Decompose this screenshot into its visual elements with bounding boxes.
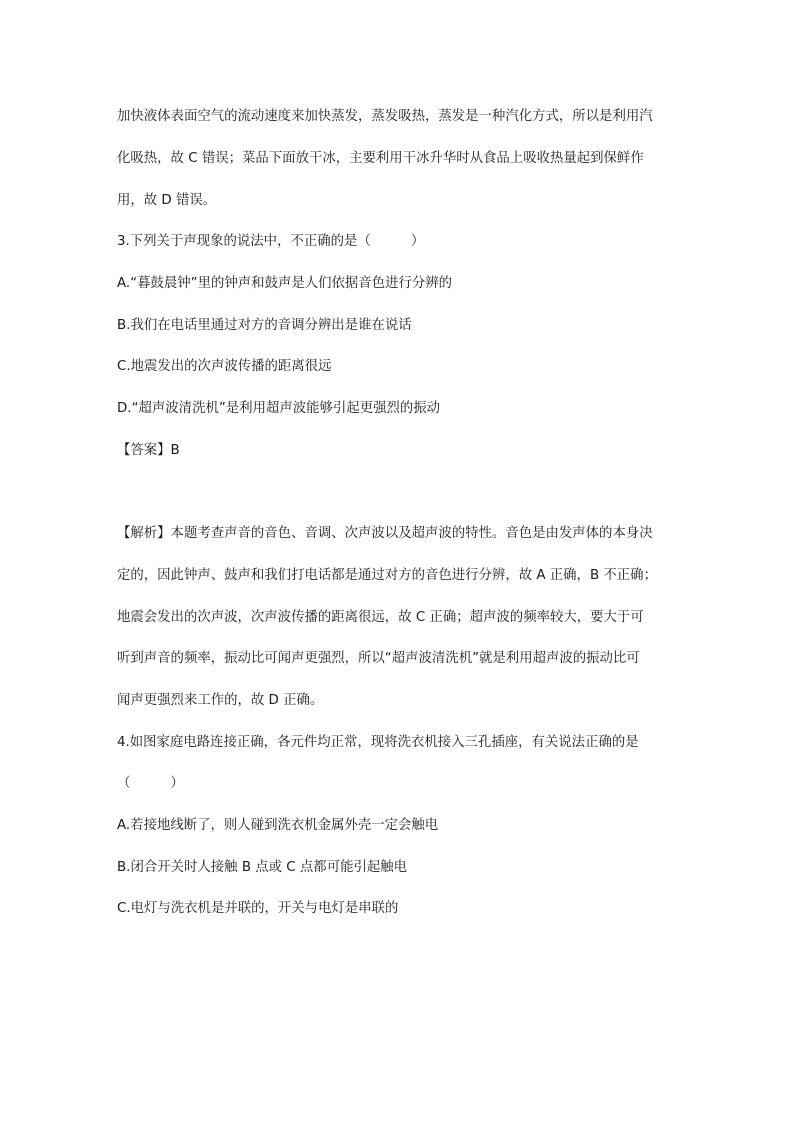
question-4-option-a: A.若接地线断了，则人碰到洗衣机金属外壳一定会触电 — [117, 818, 439, 833]
question-3-option-b: B.我们在电话里通过对方的音调分辨出是谁在说话 — [117, 318, 412, 333]
question-3-option-c: C.地震发出的次声波传播的距离很远 — [117, 359, 332, 374]
question-3-explanation-1: 【解析】本题考查声音的音色、音调、次声波以及超声波的特性。音色是由发声体的本身决 — [117, 526, 653, 541]
question-3-stem: 3.下列关于声现象的说法中，不正确的是（ ） — [117, 234, 425, 249]
paragraph-line-prev-explanation-2: 化吸热，故 C 错误；菜品下面放干冰，主要利用干冰升华时从食品上吸收热量起到保鲜作 — [117, 151, 644, 166]
question-3-option-d: D.“超声波清洗机”是利用超声波能够引起更强烈的振动 — [117, 401, 441, 416]
question-3-explanation-3: 地震会发出的次声波，次声波传播的距离很远，故 C 正确；超声波的频率较大，要大于可 — [117, 610, 644, 625]
paragraph-line-prev-explanation-1: 加快液体表面空气的流动速度来加快蒸发，蒸发吸热，蒸发是一种汽化方式，所以是利用汽 — [117, 109, 653, 124]
question-3-explanation-5: 闻声更强烈来工作的，故 D 正确。 — [117, 693, 324, 708]
question-4-stem: 4.如图家庭电路连接正确，各元件均正常，现将洗衣机接入三孔插座，有关说法正确的是 — [117, 735, 639, 750]
question-3-explanation-2: 定的，因此钟声、鼓声和我们打电话都是通过对方的音色进行分辨，故 A 正确，B 不正确； — [117, 568, 657, 583]
question-3-explanation-4: 听到声音的频率，振动比可闻声更强烈，所以“超声波清洗机”就是利用超声波的振动比可 — [117, 651, 640, 666]
question-3-option-a: A.“暮鼓晨钟”里的钟声和鼓声是人们依据音色进行分辨的 — [117, 276, 453, 291]
question-4-option-b: B.闭合开关时人接触 B 点或 C 点都可能引起触电 — [117, 860, 408, 875]
paragraph-line-prev-explanation-3: 用，故 D 错误。 — [117, 193, 217, 208]
question-4-option-c: C.电灯与洗衣机是并联的，开关与电灯是串联的 — [117, 901, 399, 916]
question-4-stem-bracket: （ ） — [117, 776, 184, 791]
question-3-answer: 【答案】B — [117, 443, 180, 458]
